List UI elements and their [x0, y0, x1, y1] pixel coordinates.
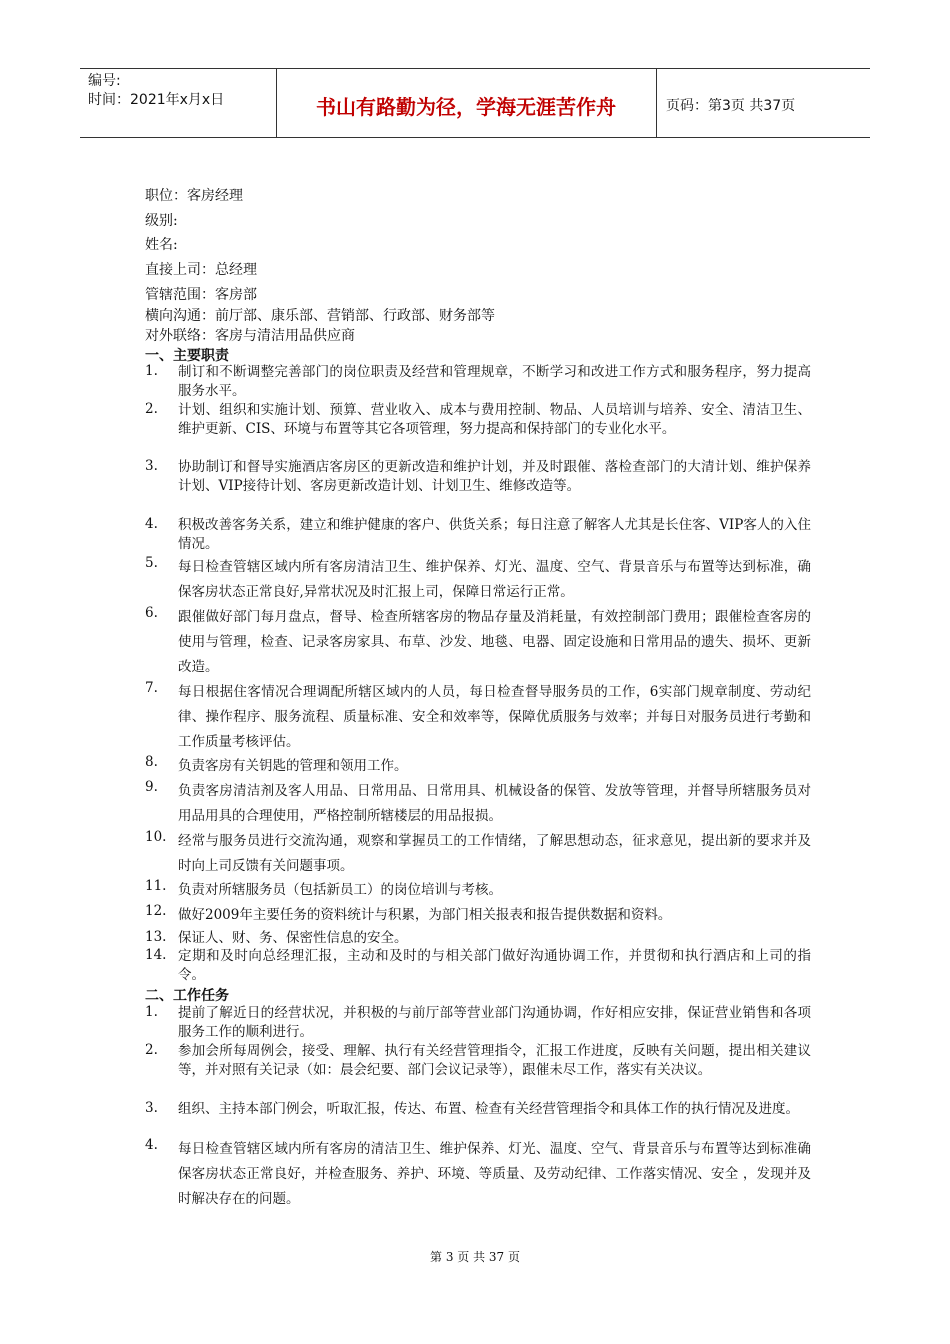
item-text: 定期和及时向总经理汇报，主动和及时的与相关部门做好沟通协调工作，并贯彻和执行酒店和上司的指令。	[178, 948, 811, 983]
info-position: 职位：客房经理	[145, 188, 243, 204]
item-number: 5.	[145, 555, 158, 571]
item-text: 每日检查管辖区域内所有客房的清洁卫生、维护保养、灯光、温度、空气、背景音乐与布置等达到标准确保客房状态正常良好，并检查服务、养护、环境、等质量、及劳动纪律、工作落实情况、安全 ，发现并及时解决存在的问题。	[178, 1141, 811, 1207]
item-text: 积极改善客务关系，建立和维护健康的客户、供货关系；每日注意了解客人尤其是长住客、VIP客人的入住情况。	[178, 517, 811, 552]
item-text: 计划、组织和实施计划、预算、营业收入、成本与费用控制、物品、人员培训与培养、安全、清洁卫生、维护更新、CIS、环境与布置等其它各项管理，努力提高和保持部门的专业化水平。	[178, 402, 811, 437]
page-footer: 第 3 页 共 37 页	[430, 1250, 520, 1264]
item-text: 制订和不断调整完善部门的岗位职责及经营和管理规章，不断学习和改进工作方式和服务程序，努力提高服务水平。	[178, 364, 811, 399]
item-text: 保证人、财、务、保密性信息的安全。	[178, 930, 408, 946]
info-name: 姓名:	[145, 237, 178, 253]
item-number: 1.	[145, 1004, 158, 1020]
info-supervisor: 直接上司：总经理	[145, 262, 257, 278]
section-title: 二、工作任务	[145, 988, 229, 1004]
item-number: 7.	[145, 680, 158, 696]
item-number: 10.	[145, 829, 167, 845]
item-number: 8.	[145, 754, 158, 770]
item-number: 13.	[145, 929, 167, 945]
item-text: 组织、主持本部门例会，听取汇报，传达、布置、检查有关经营管理指令和具体工作的执行情况及进度。	[178, 1101, 799, 1117]
item-number: 2.	[145, 1042, 158, 1058]
doc-date-label: 时间：2021年x月x日	[88, 92, 225, 108]
header-page-number: 页码：第3页 共37页	[666, 98, 796, 114]
header-motto: 书山有路勤为径，学海无涯苦作舟	[316, 95, 616, 119]
item-number: 9.	[145, 779, 158, 795]
info-external-contact: 对外联络：客房与清洁用品供应商	[145, 328, 355, 344]
item-number: 14.	[145, 947, 167, 963]
item-text: 负责客房清洁剂及客人用品、日常用品、日常用具、机械设备的保管、发放等管理，并督导所辖服务员对用品用具的合理使用，严格控制所辖楼层的用品报损。	[178, 783, 811, 824]
item-number: 4.	[145, 1137, 158, 1153]
item-text: 提前了解近日的经营状况，并积极的与前厅部等营业部门沟通协调，作好相应安排，保证营业销售和各项服务工作的顺利进行。	[178, 1005, 811, 1040]
item-number: 1.	[145, 363, 158, 379]
item-number: 3.	[145, 458, 158, 474]
item-number: 2.	[145, 401, 158, 417]
item-number: 12.	[145, 903, 167, 919]
doc-number-label: 编号:	[88, 73, 121, 89]
item-text: 负责客房有关钥匙的管理和领用工作。	[178, 758, 408, 774]
item-number: 3.	[145, 1100, 158, 1116]
info-horizontal-communication: 横向沟通：前厅部、康乐部、营销部、行政部、财务部等	[145, 308, 495, 324]
item-text: 每日根据住客情况合理调配所辖区域内的人员，每日检查督导服务员的工作，6实部门规章制度、劳动纪律、操作程序、服务流程、质量标准、安全和效率等，保障优质服务与效率；并每日对服务员进行考勤和工作质量考核评估。	[178, 684, 811, 750]
item-text: 经常与服务员进行交流沟通，观察和掌握员工的工作情绪，了解思想动态，征求意见，提出新的要求并及时向上司反馈有关问题事项。	[178, 833, 811, 874]
info-scope: 管辖范围：客房部	[145, 287, 257, 303]
item-number: 4.	[145, 516, 158, 532]
item-number: 11.	[145, 878, 167, 894]
item-number: 6.	[145, 605, 158, 621]
section-title: 一、主要职责	[145, 348, 229, 364]
header-divider	[656, 69, 657, 137]
item-text: 协助制订和督导实施酒店客房区的更新改造和维护计划，并及时跟催、落检查部门的大清计划、维护保养计划、VIP接待计划、客房更新改造计划、计划卫生、维修改造等。	[178, 459, 811, 494]
item-text: 每日检查管辖区域内所有客房清洁卫生、维护保养、灯光、温度、空气、背景音乐与布置等达到标准，确保客房状态正常良好,异常状况及时汇报上司，保障日常运行正常。	[178, 559, 811, 600]
page-header	[80, 68, 870, 138]
item-text: 负责对所辖服务员（包括新员工）的岗位培训与考核。	[178, 882, 502, 898]
item-text: 参加会所每周例会，接受、理解、执行有关经营管理指令，汇报工作进度，反映有关问题，提出相关建议等，并对照有关记录（如：晨会纪要、部门会议记录等），跟催未尽工作，落实有关决议。	[178, 1043, 811, 1078]
item-text: 跟催做好部门每月盘点，督导、检查所辖客房的物品存量及消耗量，有效控制部门费用；跟催检查客房的使用与管理，检查、记录客房家具、布草、沙发、地毯、电器、固定设施和日常用品的遗失、损坏、更新改造。	[178, 609, 811, 675]
item-text: 做好2009年主要任务的资料统计与积累，为部门相关报表和报告提供数据和资料。	[178, 907, 672, 923]
info-level: 级别:	[145, 213, 178, 229]
header-meta	[88, 72, 274, 110]
